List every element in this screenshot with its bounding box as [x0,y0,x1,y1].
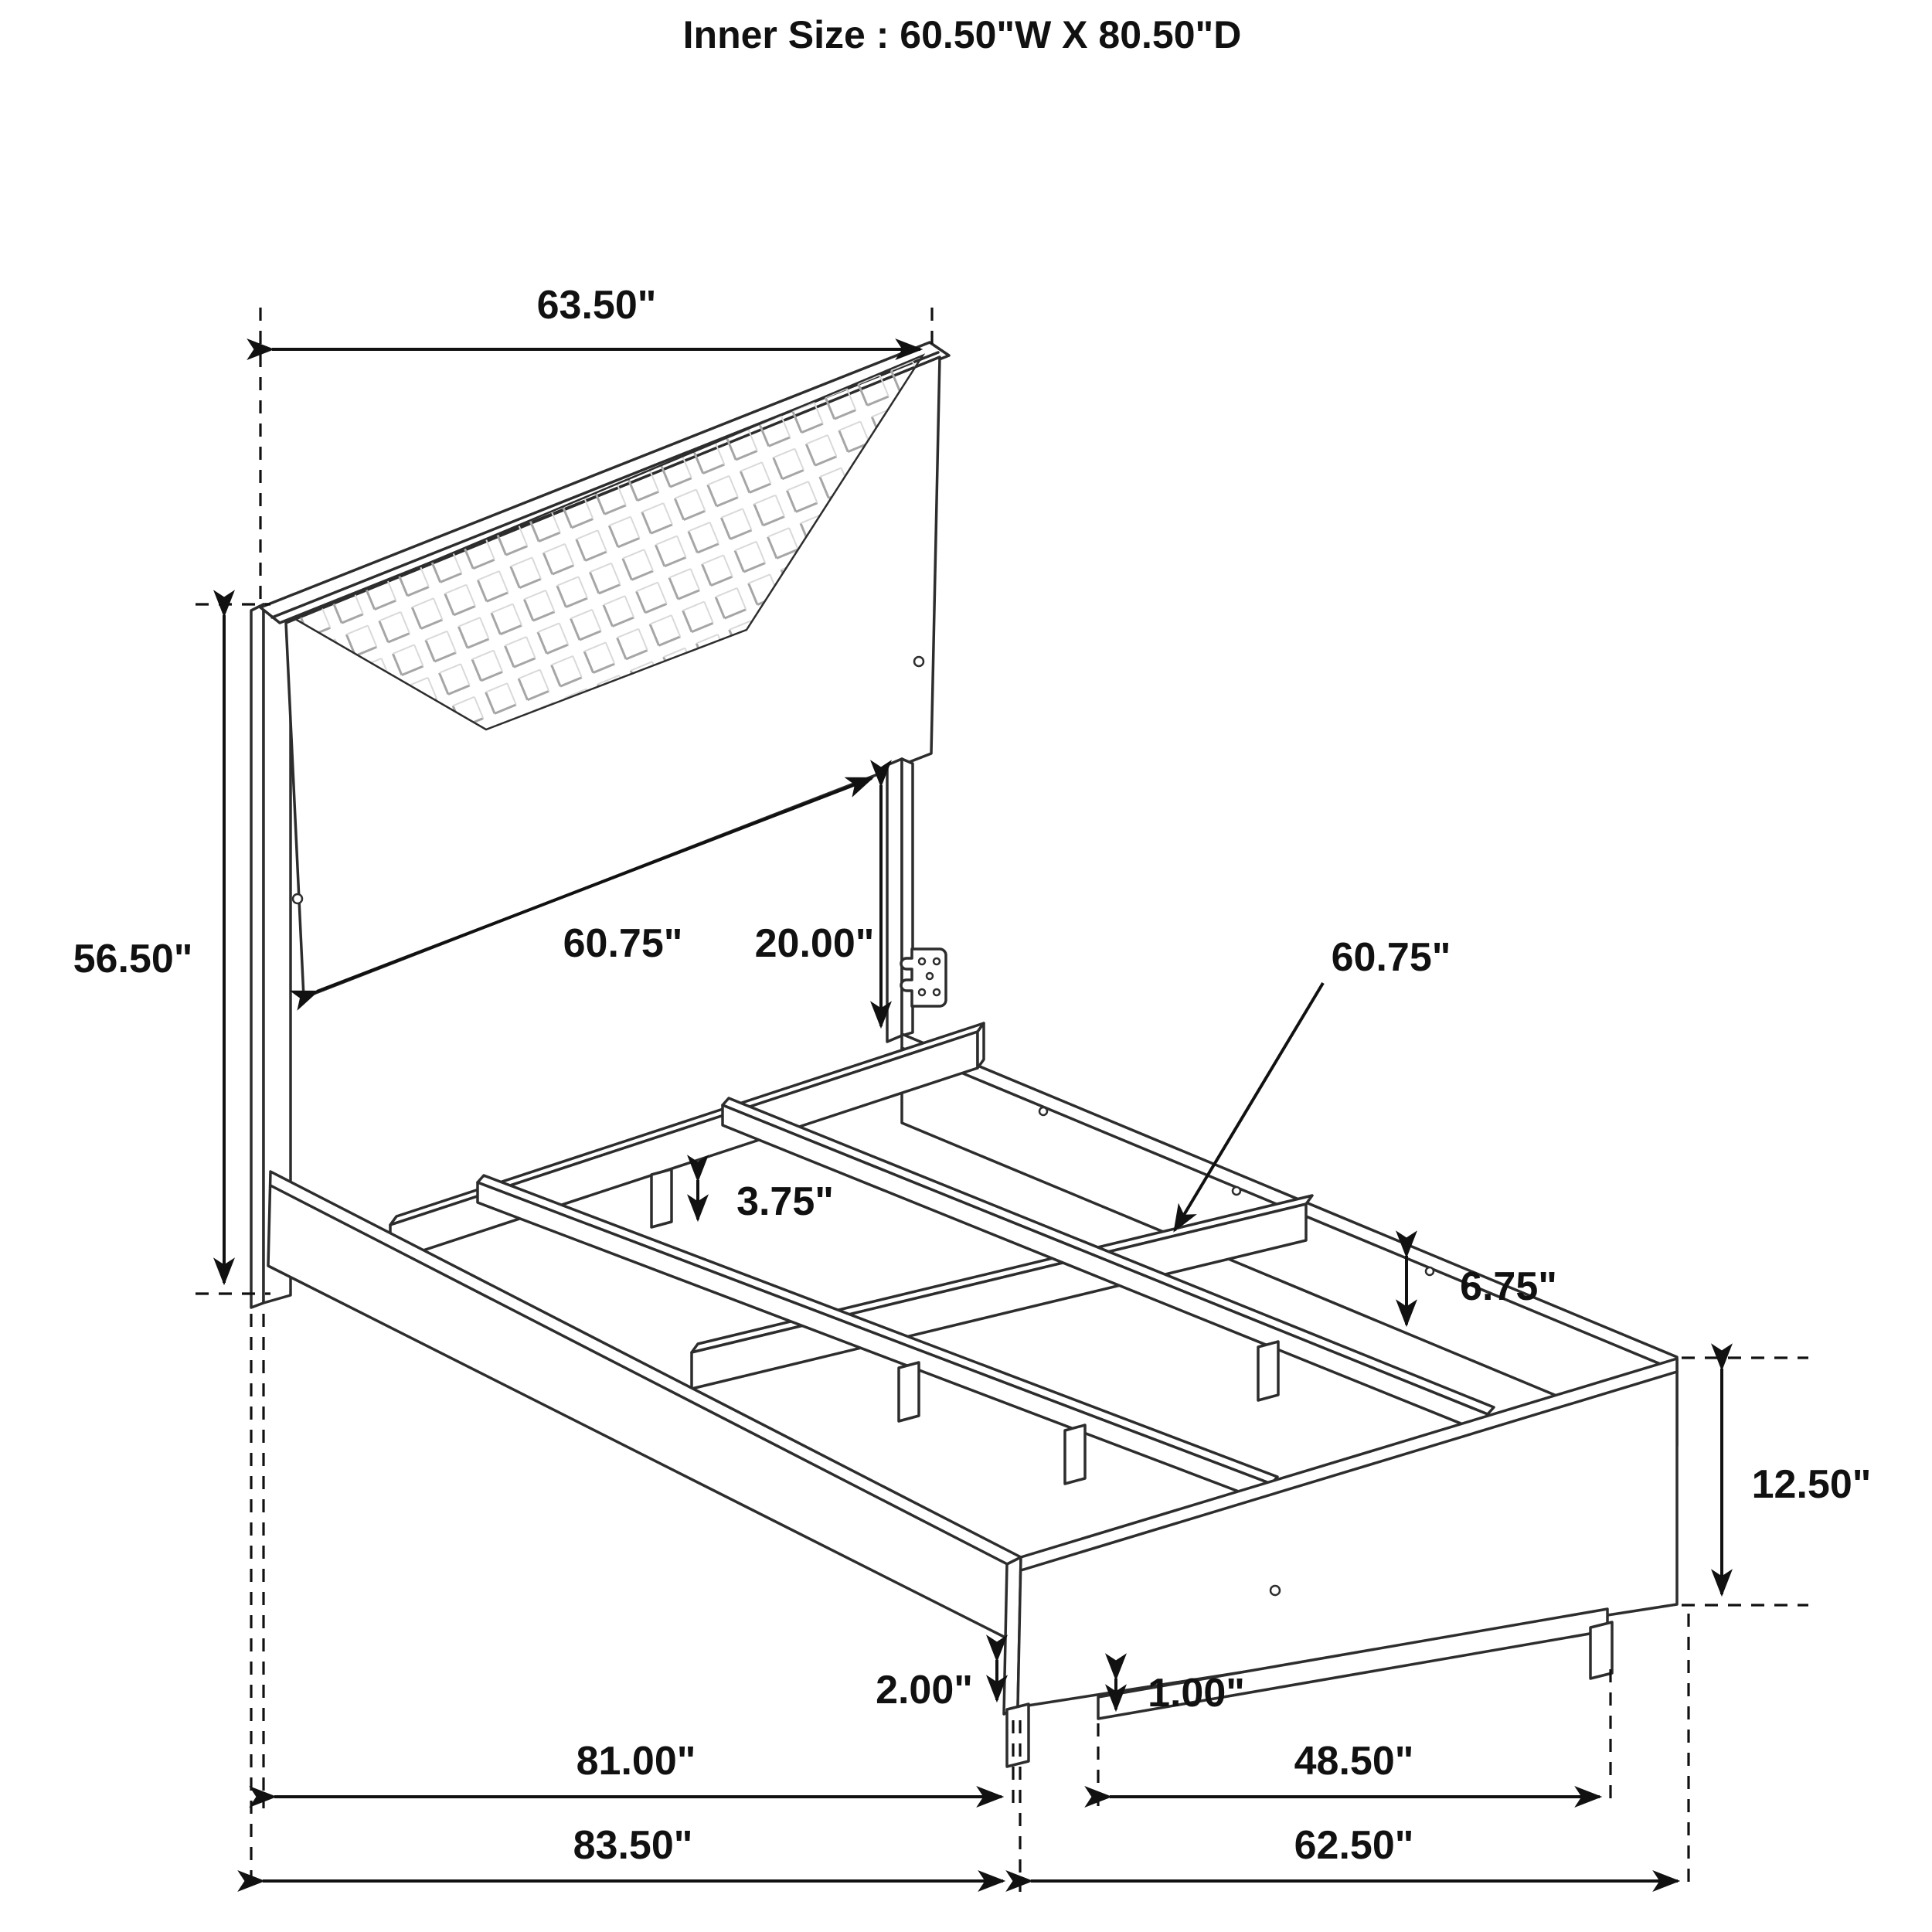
page-title: Inner Size : 60.50"W X 80.50"D [682,13,1242,56]
dim-center-rail-label: 60.75" [1331,935,1451,980]
headboard-right-post [887,759,902,1042]
dim-cleat-length-label: 48.50" [1294,1739,1414,1784]
dim-rail-height-label: 6.75" [1460,1264,1557,1309]
support-leg-4 [1258,1342,1278,1400]
support-leg-3 [1065,1425,1085,1484]
dim-footboard-height-label: 12.50" [1751,1462,1872,1507]
dim-panel-width-label: 60.75" [563,921,683,966]
dim-headboard-height-label: 56.50" [73,937,193,981]
support-leg-2 [899,1362,919,1421]
dim-footboard-width-label: 62.50" [1294,1823,1414,1868]
footboard-right-leg [1590,1622,1612,1679]
dim-headboard-width-label: 63.50" [536,283,657,328]
rail-hole-1 [1039,1107,1047,1115]
dim-leg-height-label: 3.75" [736,1179,834,1224]
dim-rail-inner-label: 81.00" [576,1739,696,1784]
footboard-left-leg [1007,1704,1029,1767]
dim-panel-to-rail-label: 20.00" [754,921,875,966]
dim-foot-height-label: 2.00" [876,1668,973,1713]
panel-screw-hole-left [293,894,302,903]
footboard-hole [1270,1586,1280,1595]
rail-hole-2 [1233,1187,1240,1195]
headboard-left-post-side [251,604,264,1308]
dim-overall-length-label: 83.50" [573,1823,693,1868]
panel-screw-hole-right [914,657,923,666]
support-leg-1 [651,1169,672,1227]
rail-hole-3 [1426,1267,1434,1275]
center-crossbar-head [390,1023,984,1261]
dim-cleat-offset-label: 1.00" [1148,1671,1245,1716]
